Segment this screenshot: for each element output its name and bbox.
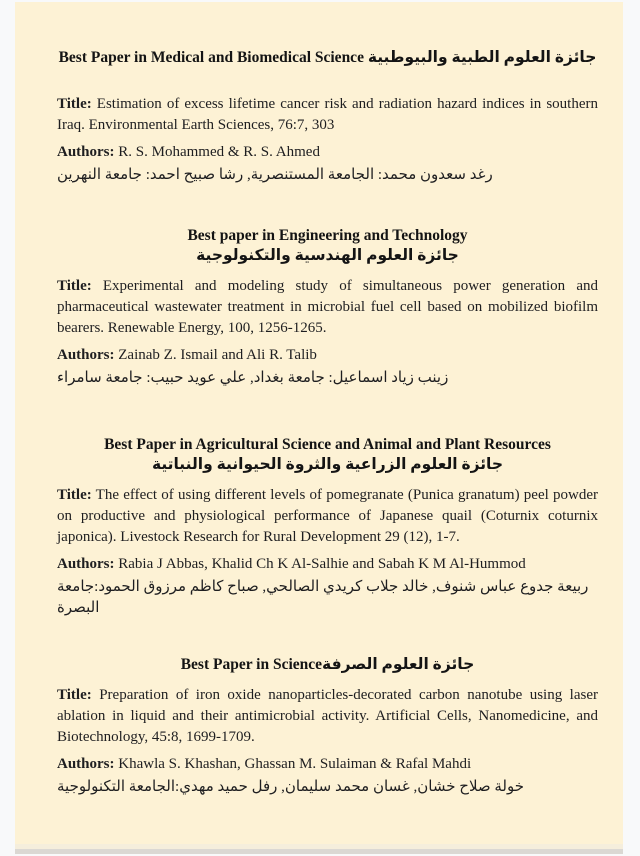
authors-arabic-line: خولة صلاح خشان, غسان محمد سليمان, رفل حميد مهدي:الجامعة التكنولوجية [57, 779, 525, 795]
page-bottom-edge-shadow [15, 849, 623, 854]
award-section-agricultural [57, 435, 598, 619]
authors-text: Khawla S. Khashan, Ghassan M. Sulaiman & Rafal Mahdi [118, 756, 472, 772]
section-heading-english: Best Paper in Medical and Biomedical Science [58, 49, 364, 66]
section-heading [57, 435, 598, 475]
paper-authors [57, 554, 598, 575]
title-label: Title: [57, 96, 92, 112]
title-label: Title: [57, 278, 92, 294]
section-heading [57, 655, 598, 675]
section-heading [57, 48, 598, 68]
authors-text: Rabia J Abbas, Khalid Ch K Al-Salhie and Sabah K M Al-Hummod [118, 556, 526, 572]
title-label: Title: [57, 487, 92, 503]
authors-arabic-line: زينب زياد اسماعيل: جامعة بغداد, علي عويد حبيب: جامعة سامراء [57, 370, 449, 386]
award-section-medical-biomedical [57, 48, 598, 186]
section-heading-english: Best paper in Engineering and Technology [187, 227, 468, 244]
paper-authors [57, 142, 598, 163]
section-heading [57, 226, 598, 266]
document-page [15, 2, 623, 854]
authors-arabic-line: رغد سعدون محمد: الجامعة المستنصرية, رشا صبيح احمد: جامعة النهرين [57, 167, 493, 183]
authors-text: R. S. Mohammed & R. S. Ahmed [118, 144, 320, 160]
title-label: Title: [57, 687, 92, 703]
paper-authors [57, 754, 598, 775]
paper-authors [57, 345, 598, 366]
authors-label: Authors: [57, 556, 115, 572]
section-heading-english: Best Paper in Agricultural Science and Animal and Plant Resources [104, 436, 551, 453]
paper-title [57, 276, 598, 339]
title-text: Estimation of excess lifetime cancer risk and radiation hazard indices in southern Iraq. Environmental Earth Sciences, 76:7, 303 [57, 96, 599, 133]
authors-label: Authors: [57, 144, 115, 160]
paper-title [57, 94, 598, 136]
section-heading-arabic: جائزة العلوم الهندسية والتكنولوجية [196, 247, 459, 264]
authors-label: Authors: [57, 756, 115, 772]
section-heading-arabic: جائزة العلوم الطبية والبيوطبية [367, 49, 597, 66]
paper-title [57, 685, 598, 748]
title-text: The effect of using different levels of pomegranate (Punica granatum) peel powder on productive and physiological performance of Japanese quail (Coturnix coturnix japonica). Livestock Research for Rural Development 29 (12), 1-7. [57, 487, 598, 545]
section-heading-arabic: جائزة العلوم الصرفة [322, 656, 475, 673]
award-section-engineering-technology [57, 226, 598, 389]
award-section-science [57, 655, 598, 798]
authors-arabic-line: ربيعة جدوع عباس شنوف, خالد جلاب كريدي الصالحي, صباح كاظم مرزوق الحمود:جامعة البصرة [57, 579, 589, 616]
title-text: Experimental and modeling study of simultaneous power generation and pharmaceutical wastewater treatment in microbial fuel cell based on mobilized biofilm bearers. Renewable Energy, 100, 1256-1265. [57, 278, 598, 336]
section-heading-english: Best Paper in Science [180, 656, 323, 673]
authors-text: Zainab Z. Ismail and Ali R. Talib [118, 347, 317, 363]
authors-label: Authors: [57, 347, 115, 363]
section-heading-arabic: جائزة العلوم الزراعية والثروة الحيوانية والنباتية [151, 456, 504, 473]
title-text: Preparation of iron oxide nanoparticles-decorated carbon nanotube using laser ablation in liquid and their antimicrobial activity. Artificial Cells, Nanomedicine, and Biotechnology, 45:8, 1699-1709. [57, 687, 599, 745]
paper-title [57, 485, 598, 548]
